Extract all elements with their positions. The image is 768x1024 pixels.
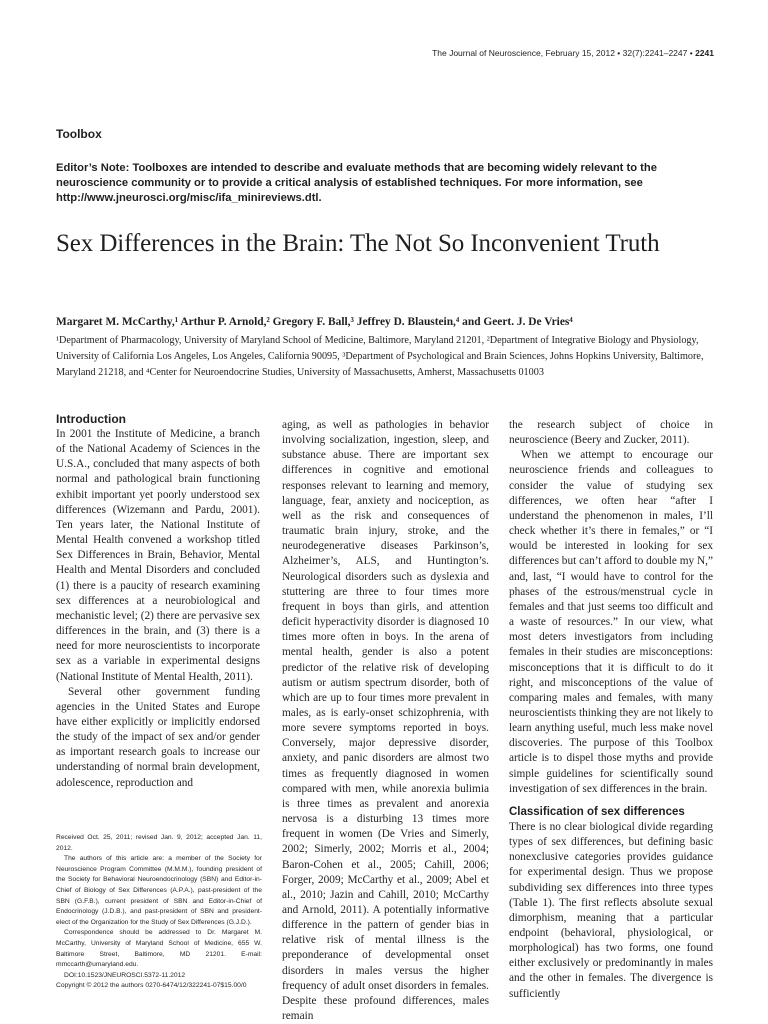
correspondence-note: Correspondence should be addressed to Dr. Margaret M. McCarthy, University of Maryland School of Medicine, 655 W. Baltimore Street, Baltimore, MD 21201. E-mail: mmccarth@umaryland.edu. — [56, 929, 262, 969]
introduction-heading: Introduction — [56, 412, 126, 426]
article-footnote — [56, 833, 262, 992]
section-label: Toolbox — [56, 127, 102, 141]
paragraph: the research subject of choice in neuroscience (Beery and Zucker, 2011). — [509, 419, 713, 447]
author-list: Margaret M. McCarthy,¹ Arthur P. Arnold,² Gregory F. Ball,³ Jeffrey D. Blaustein,⁴ and Geert. J. De Vries⁴ — [56, 316, 573, 328]
paragraph: In 2001 the Institute of Medicine, a branch of the National Academy of Sciences in the U.S.A., concluded that many aspects of both normal and pathological brain functioning exhibit important yet poorly understood sex differences (Wizemann and Pardu, 2001). Ten years later, the National Institute of Mental Health convened a workshop titled Sex Differences in Brain, Behavior, Mental Health and Mental Disorders and concluded (1) there is a paucity of research examining sex differences at a neurobiological and mechanistic level; (2) there are pervasive sex differences in the brain, and (3) there is a need for more neuroscientists to incorporate sex as a variable in experimental designs (National Institute of Mental Health, 2011). — [56, 428, 260, 683]
classification-heading: Classification of sex differences — [509, 805, 685, 818]
paragraph: When we attempt to encourage our neuroscience friends and colleagues to consider the value of studying sex differences, we often hear “after I understand the phenomenon in males, I’ll check whether it’s there in females,” or “I would be interested in looking for sex differences but can’t afford to double my N,” and, last, “I would have to control for the phases of the estrous/menstrual cycle in females and that just seems too difficult and a waste of resources.” In our view, what most deters investigators from including females in their studies are misconceptions: misconceptions that it is difficult to do it right, and misconceptions of the value of comparing males and females, with many neuroscientists thinking they are not likely to learn anything useful, much less make novel discoveries. The purpose of this Toolbox article is to dispel those myths and provide simple guidelines for scientifically sound investigation of sex differences in the brain. — [509, 449, 713, 795]
paragraph: aging, as well as pathologies in behavior involving socialization, ingestion, sleep, and substance abuse. There are important sex differences in cognitive and emotional responses relevant to learning and memory, language, fear, anxiety and nociception, as well as the risk and consequences of traumatic brain injury, stroke, and the neurodegenerative diseases Parkinson’s, Alzheimer’s, ALS, and Huntington’s. Neurological disorders such as dyslexia and stuttering are three to four times more frequent in boys than girls, and attention deficit hyperactivity disorder is diagnosed 10 times more often in boys. In the arena of mental health, gender is also a potent predictor of the relative risk of developing autism or autism spectrum disorder, both of which are up to four times more prevalent in males, as is early-onset schizophrenia, with more severe symptoms reported in boys. Conversely, major depressive disorder, anxiety, and panic disorders are almost two times as frequently diagnosed in women compared with men, while anorexia bulimia is three times as prevalent and anorexia nervosa is a disturbing 13 times more frequent in women (De Vries and Simerly, 2002; Simerly, 2002; Morris et al., 2004; Baron-Cohen et al., 2005; Cahill, 2006; Forger, 2009; McCarthy et al., 2009; Abel et al., 2010; Jazin and Cahill, 2010; McCarthy and Arnold, 2011). A potentially informative difference in the pattern of gender bias in relative risk of mental illness is the preponderance of developmental onset disorders in males versus the higher frequency of adult onset disorders in females. Despite these profound differences, males remain — [282, 419, 489, 1023]
paragraph: Several other government funding agencies in the United States and Europe have either explicitly or implicitly endorsed the study of the impact of sex and/or gender as important research goals to increase our understanding of normal brain development, adolescence, reproduction and — [56, 685, 260, 789]
article-title: Sex Differences in the Brain: The Not So Inconvenient Truth — [56, 230, 660, 257]
editors-note: Editor’s Note: Toolboxes are intended to describe and evaluate methods that are becoming widely relevant to the neuroscience community or to provide a critical analysis of established techniques. For more information, see http://www.jneurosci.org/misc/ifa_minireviews.dtl. — [56, 162, 657, 204]
journal-citation: The Journal of Neuroscience, February 15, 2012 • 32(7):2241–2247 • — [432, 48, 693, 58]
author-roles-note: The authors of this article are: a member of the Society for Neuroscience Program Committee (M.M.M.), founding president of the Society for Behavioral Neuroendocrinology (SBN) and Editor-in-Chief of Biology of Sex Differences (A.P.A.), past-president of the SBN (G.F.B.), current president of SBN and Editor-in-Chief of Endocrinology (J.D.B.), and past-president of SBN and president-elect of the Organization for the Study of Sex Differences (G.J.D.). — [56, 855, 262, 926]
column-1 — [56, 412, 260, 791]
doi: DOI:10.1523/JNEUROSCI.5372-11.2012 — [64, 971, 186, 979]
affiliations: ¹Department of Pharmacology, University of Maryland School of Medicine, Baltimore, Maryland 21201, ²Department of Integrative Biology and Physiology, University of California Los Angeles, Los Angeles, California 90095, ³Department of Psychological and Brain Sciences, Johns Hopkins University, Baltimore, Maryland 21218, and ⁴Center for Neuroendocrine Studies, University of Massachusetts, Amherst, Massachusetts 01003 — [56, 335, 704, 378]
paragraph: There is no clear biological divide regarding types of sex differences, but defining basic nonexclusive categories provides guidance for experimental design. Thus we propose subdividing sex differences into three types (Table 1). The first reflects absolute sexual dimorphism, meaning that a particular endpoint (behavioral, physiological, or morphological) has two forms, one found either exclusively or predominantly in males and the other in females. The divergence is sufficiently — [509, 820, 713, 1000]
copyright: Copyright © 2012 the authors 0270-6474/12/322241-07$15.00/0 — [56, 982, 247, 990]
running-header — [432, 48, 714, 58]
column-3 — [509, 418, 713, 1002]
page-number: 2241 — [695, 48, 714, 58]
column-2 — [282, 418, 489, 1024]
received-dates: Received Oct. 25, 2011; revised Jan. 9, 2012; accepted Jan. 11, 2012. — [56, 834, 262, 852]
